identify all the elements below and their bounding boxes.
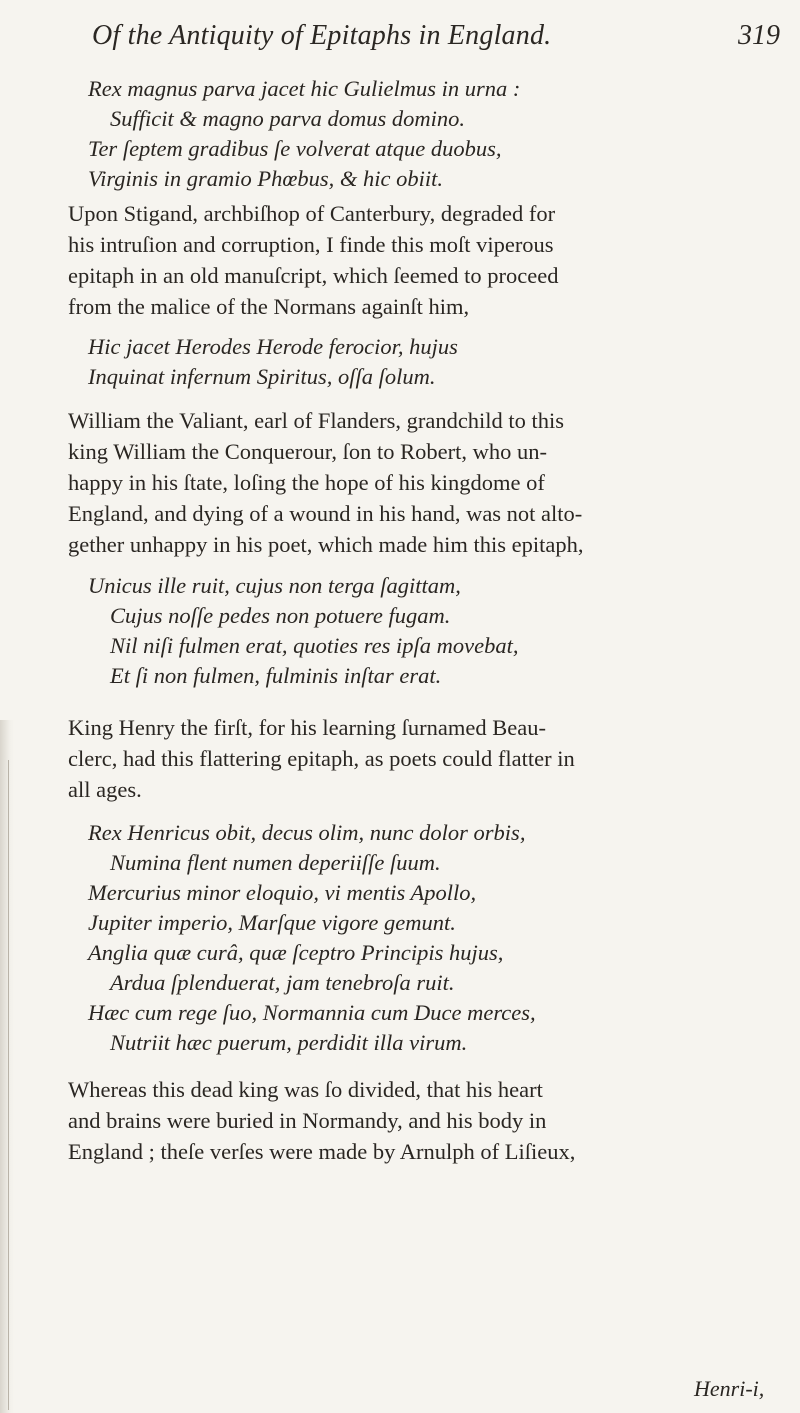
catchword: Henri-i, [694, 1376, 765, 1401]
verse-line: Anglia quæ curâ, quæ ſceptro Principis hujus, [88, 940, 504, 965]
verse-line: Unicus ille ruit, cujus non terga ſagittam, [88, 573, 461, 598]
verse-line: Nutriit hæc puerum, perdidit illa virum. [110, 1030, 468, 1055]
verse-line: Et ſi non fulmen, fulminis inſtar erat. [110, 663, 442, 688]
verse-line: Virginis in gramio Phœbus, & hic obiit. [88, 166, 444, 191]
verse-line: Numina flent numen deperiiſſe ſuum. [110, 850, 441, 875]
gutter-edge-line [8, 760, 9, 1410]
prose-line: all ages. [68, 777, 142, 802]
paragraph-henry [68, 712, 772, 805]
paragraph-whereas [68, 1074, 772, 1167]
binding-gutter [0, 720, 14, 1413]
prose-line: king William the Conquerour, ſon to Robert, who un- [68, 439, 547, 464]
prose-line: and brains were buried in Normandy, and his body in [68, 1108, 547, 1133]
prose-line: William the Valiant, earl of Flanders, grandchild to this [68, 408, 565, 433]
epitaph-stigand-verse [88, 332, 768, 392]
prose-line: clerc, had this flattering epitaph, as poets could flatter in [68, 746, 575, 771]
verse-line: Nil niſi fulmen erat, quoties res ipſa movebat, [110, 633, 519, 658]
prose-line: England ; theſe verſes were made by Arnulph of Liſieux, [68, 1139, 576, 1164]
verse-line: Ter ſeptem gradibus ſe volverat atque duobus, [88, 136, 502, 161]
paragraph-william-valiant [68, 405, 772, 560]
prose-line: England, and dying of a wound in his hand, was not alto- [68, 501, 583, 526]
running-head: Of the Antiquity of Epitaphs in England. [92, 20, 552, 51]
verse-line: Hic jacet Herodes Herode ferocior, hujus [88, 334, 458, 359]
verse-line: Rex magnus parva jacet hic Gulielmus in urna : [88, 76, 521, 101]
prose-line: from the malice of the Normans againſt him, [68, 294, 470, 319]
verse-line: Ardua ſplenduerat, jam tenebroſa ruit. [110, 970, 455, 995]
verse-line: Inquinat infernum Spiritus, oſſa ſolum. [88, 364, 436, 389]
epitaph-henry-verse [88, 818, 768, 1058]
prose-line: King Henry the firſt, for his learning ſurnamed Beau- [68, 715, 546, 740]
prose-line: gether unhappy in his poet, which made him this epitaph, [68, 532, 584, 557]
verse-line: Rex Henricus obit, decus olim, nunc dolor orbis, [88, 820, 526, 845]
verse-line: Mercurius minor eloquio, vi mentis Apollo, [88, 880, 477, 905]
prose-line: epitaph in an old manuſcript, which ſeemed to proceed [68, 263, 559, 288]
verse-line: Sufficit & magno parva domus domino. [110, 106, 465, 131]
verse-line: Jupiter imperio, Marſque vigore gemunt. [88, 910, 456, 935]
page-number: 319 [738, 20, 780, 51]
epitaph-william-verse [88, 74, 768, 194]
prose-line: happy in his ſtate, loſing the hope of his kingdome of [68, 470, 545, 495]
prose-line: Upon Stigand, archbiſhop of Canterbury, degraded for [68, 201, 556, 226]
paragraph-stigand [68, 198, 772, 322]
verse-line: Cujus noſſe pedes non potuere fugam. [110, 603, 451, 628]
verse-line: Hæc cum rege ſuo, Normannia cum Duce merces, [88, 1000, 536, 1025]
prose-line: his intruſion and corruption, I finde this moſt viperous [68, 232, 554, 257]
epitaph-william-valiant-verse [88, 571, 768, 691]
prose-line: Whereas this dead king was ſo divided, that his heart [68, 1077, 543, 1102]
